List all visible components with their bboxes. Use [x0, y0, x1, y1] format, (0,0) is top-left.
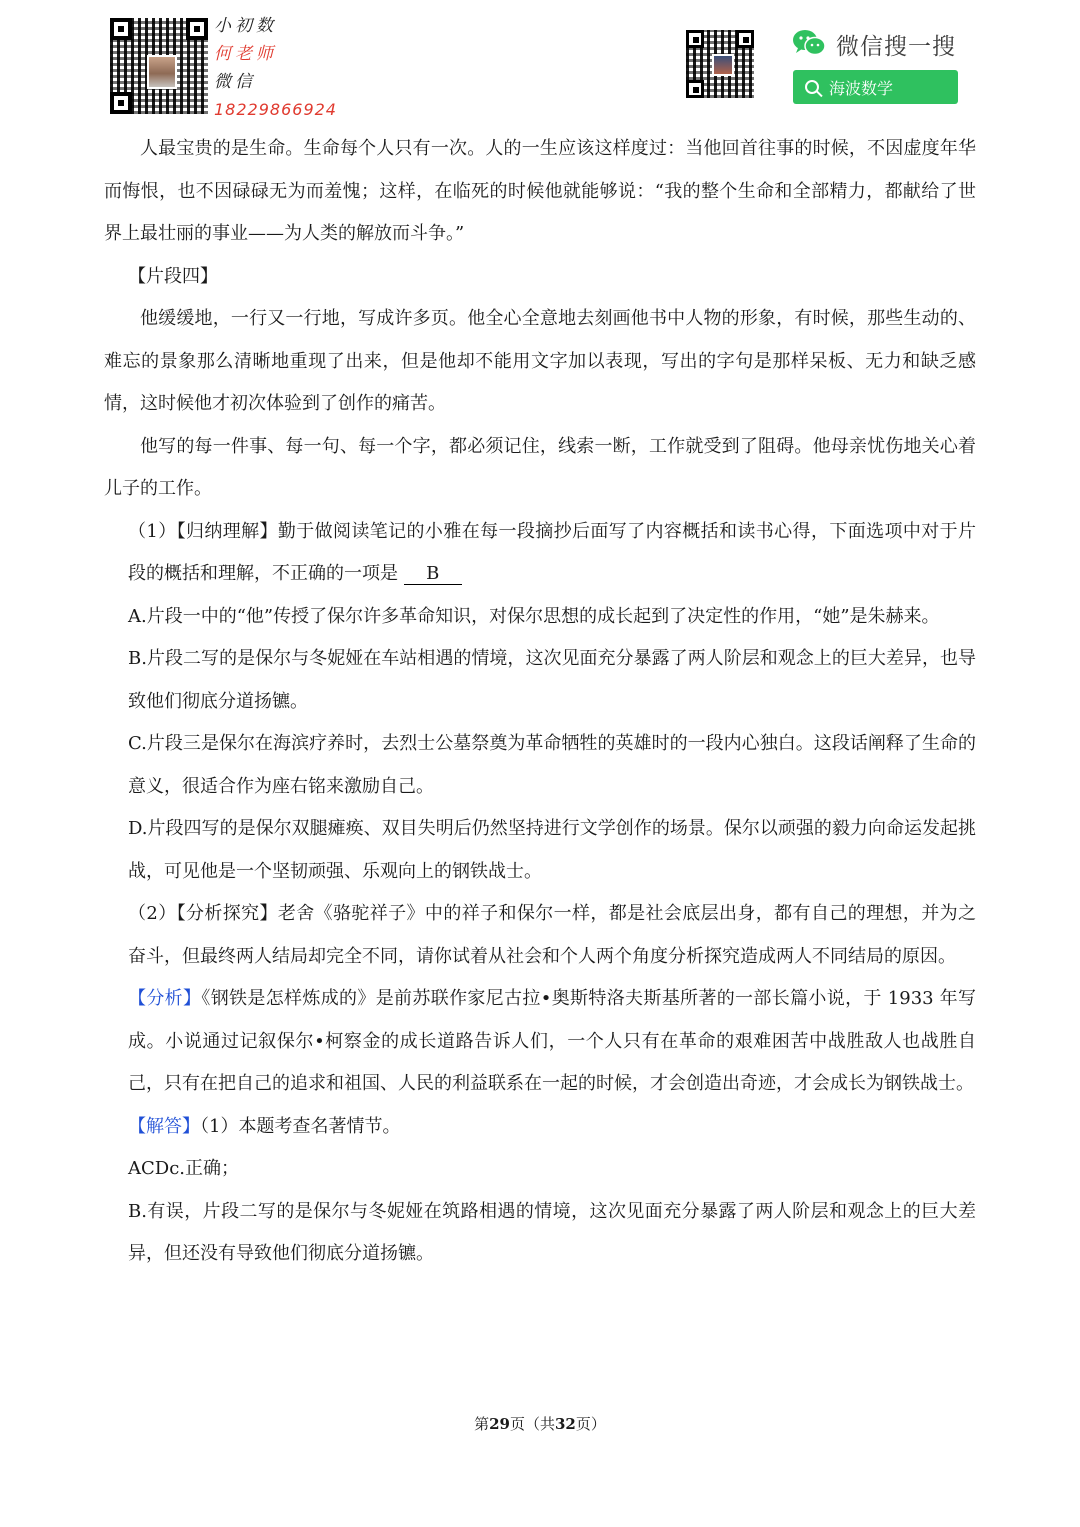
document-body — [104, 128, 976, 1276]
question2-stem: （2）【分析探究】老舍《骆驼祥子》中的祥子和保尔一样，都是社会底层出身，都有自己的理想，并为之奋斗，但最终两人结局却完全不同，请你试着从社会和个人两个角度分析探究造成两人不同结局的原因。 — [128, 903, 976, 967]
option-b: B.片段二写的是保尔与冬妮娅在车站相遇的情境，这次见面充分暴露了两人阶层和观念上的巨大差异，也导致他们彻底分道扬镳。 — [128, 648, 976, 712]
question1-answer: B — [404, 564, 462, 585]
solution-line3: B.有误，片段二写的是保尔与冬妮娅在筑路相遇的情境，这次见面充分暴露了两人阶层和观念上的巨大差异，但还没有导致他们彻底分道扬镳。 — [128, 1200, 976, 1264]
question1-stem — [104, 511, 976, 596]
option-c: C.片段三是保尔在海滨疗养时，去烈士公墓祭奠为革命牺牲的英雄时的一段内心独白。这段话阐释了生命的意义，很适合作为座右铭来激励自己。 — [128, 733, 976, 797]
qr-code-teacher[interactable] — [110, 18, 208, 114]
contact-info — [214, 12, 337, 124]
wechat-search-label: 微信搜一搜 — [836, 34, 956, 60]
contact-line-1: 小初数 — [214, 16, 277, 36]
fragment4-title: 【片段四】 — [128, 265, 218, 287]
option-d: D.片段四写的是保尔双腿瘫痪、双目失明后仍然坚持进行文学创作的场景。保尔以顽强的毅力向命运发起挑战，可见他是一个坚韧顽强、乐观向上的钢铁战士。 — [128, 818, 976, 882]
wechat-search-button[interactable] — [793, 70, 958, 104]
footer-page-number: 29 — [489, 1415, 510, 1433]
account-logo — [712, 54, 734, 76]
solution-label: 【解答】 — [128, 1115, 200, 1137]
contact-phone: 18229866924 — [214, 100, 337, 119]
footer-total-pages: 32 — [555, 1415, 576, 1433]
question1-stem-text: （1）【归纳理解】勤于做阅读笔记的小雅在每一段摘抄后面写了内容概括和读书心得，下面选项中对于片段的概括和理解，不正确的一项是 — [128, 520, 976, 584]
fragment4-para1: 他缓缓地，一行又一行地，写成许多页。他全心全意地去刻画他书中人物的形象，有时候，那些生动的、难忘的景象那么清晰地重现了出来，但是他却不能用文字加以表现，写出的字句是那样呆板、无力和缺乏感情，这时候他才初次体验到了创作的痛苦。 — [104, 308, 976, 414]
footer-middle: 页（共 — [509, 1415, 555, 1433]
qr-code-account[interactable] — [686, 30, 754, 98]
avatar — [147, 55, 177, 89]
wechat-account-label: 海波数学 — [829, 78, 894, 98]
fragment4-para2: 他写的每一件事、每一句、每一个字，都必须记住，线索一断，工作就受到了阻碍。他母亲忧伤地关心着儿子的工作。 — [104, 435, 976, 499]
footer-prefix: 第 — [474, 1415, 490, 1433]
passage-tail: 人最宝贵的是生命。生命每个人只有一次。人的一生应该这样度过：当他回首往事的时候，不因虚度年华而悔恨，也不因碌碌无为而羞愧；这样，在临死的时候他就能够说：“我的整个生命和全部精力，都献给了世界上最壮丽的事业——为人类的解放而斗争。” — [104, 138, 976, 244]
solution-line1: （1）本题考查名著情节。 — [200, 1115, 401, 1137]
solution-paragraph — [104, 1106, 976, 1149]
search-icon — [805, 80, 819, 94]
contact-line-3: 微信 — [214, 72, 256, 92]
footer-suffix: 页） — [575, 1415, 606, 1433]
analysis-paragraph — [104, 978, 976, 1106]
page-footer — [0, 1413, 1080, 1434]
wechat-icon — [792, 28, 826, 58]
analysis-label: 【分析】 — [128, 988, 202, 1009]
solution-line2: ACDc.正确； — [128, 1158, 240, 1179]
analysis-text: 《钢铁是怎样炼成的》是前苏联作家尼古拉•奥斯特洛夫斯基所著的一部长篇小说，于 1933 年写成。小说通过记叙保尔•柯察金的成长道路告诉人们，一个人只有在革命的艰难困苦中战胜敌人也战胜自己，只有在把自己的追求和祖国、人民的利益联系在一起的时候，才会创造出奇迹，才会成长为钢铁战士。 — [128, 988, 977, 1094]
option-a: A.片段一中的“他”传授了保尔许多革命知识，对保尔思想的成长起到了决定性的作用，“她”是朱赫来。 — [128, 605, 940, 627]
contact-line-2: 何老师 — [214, 44, 277, 64]
